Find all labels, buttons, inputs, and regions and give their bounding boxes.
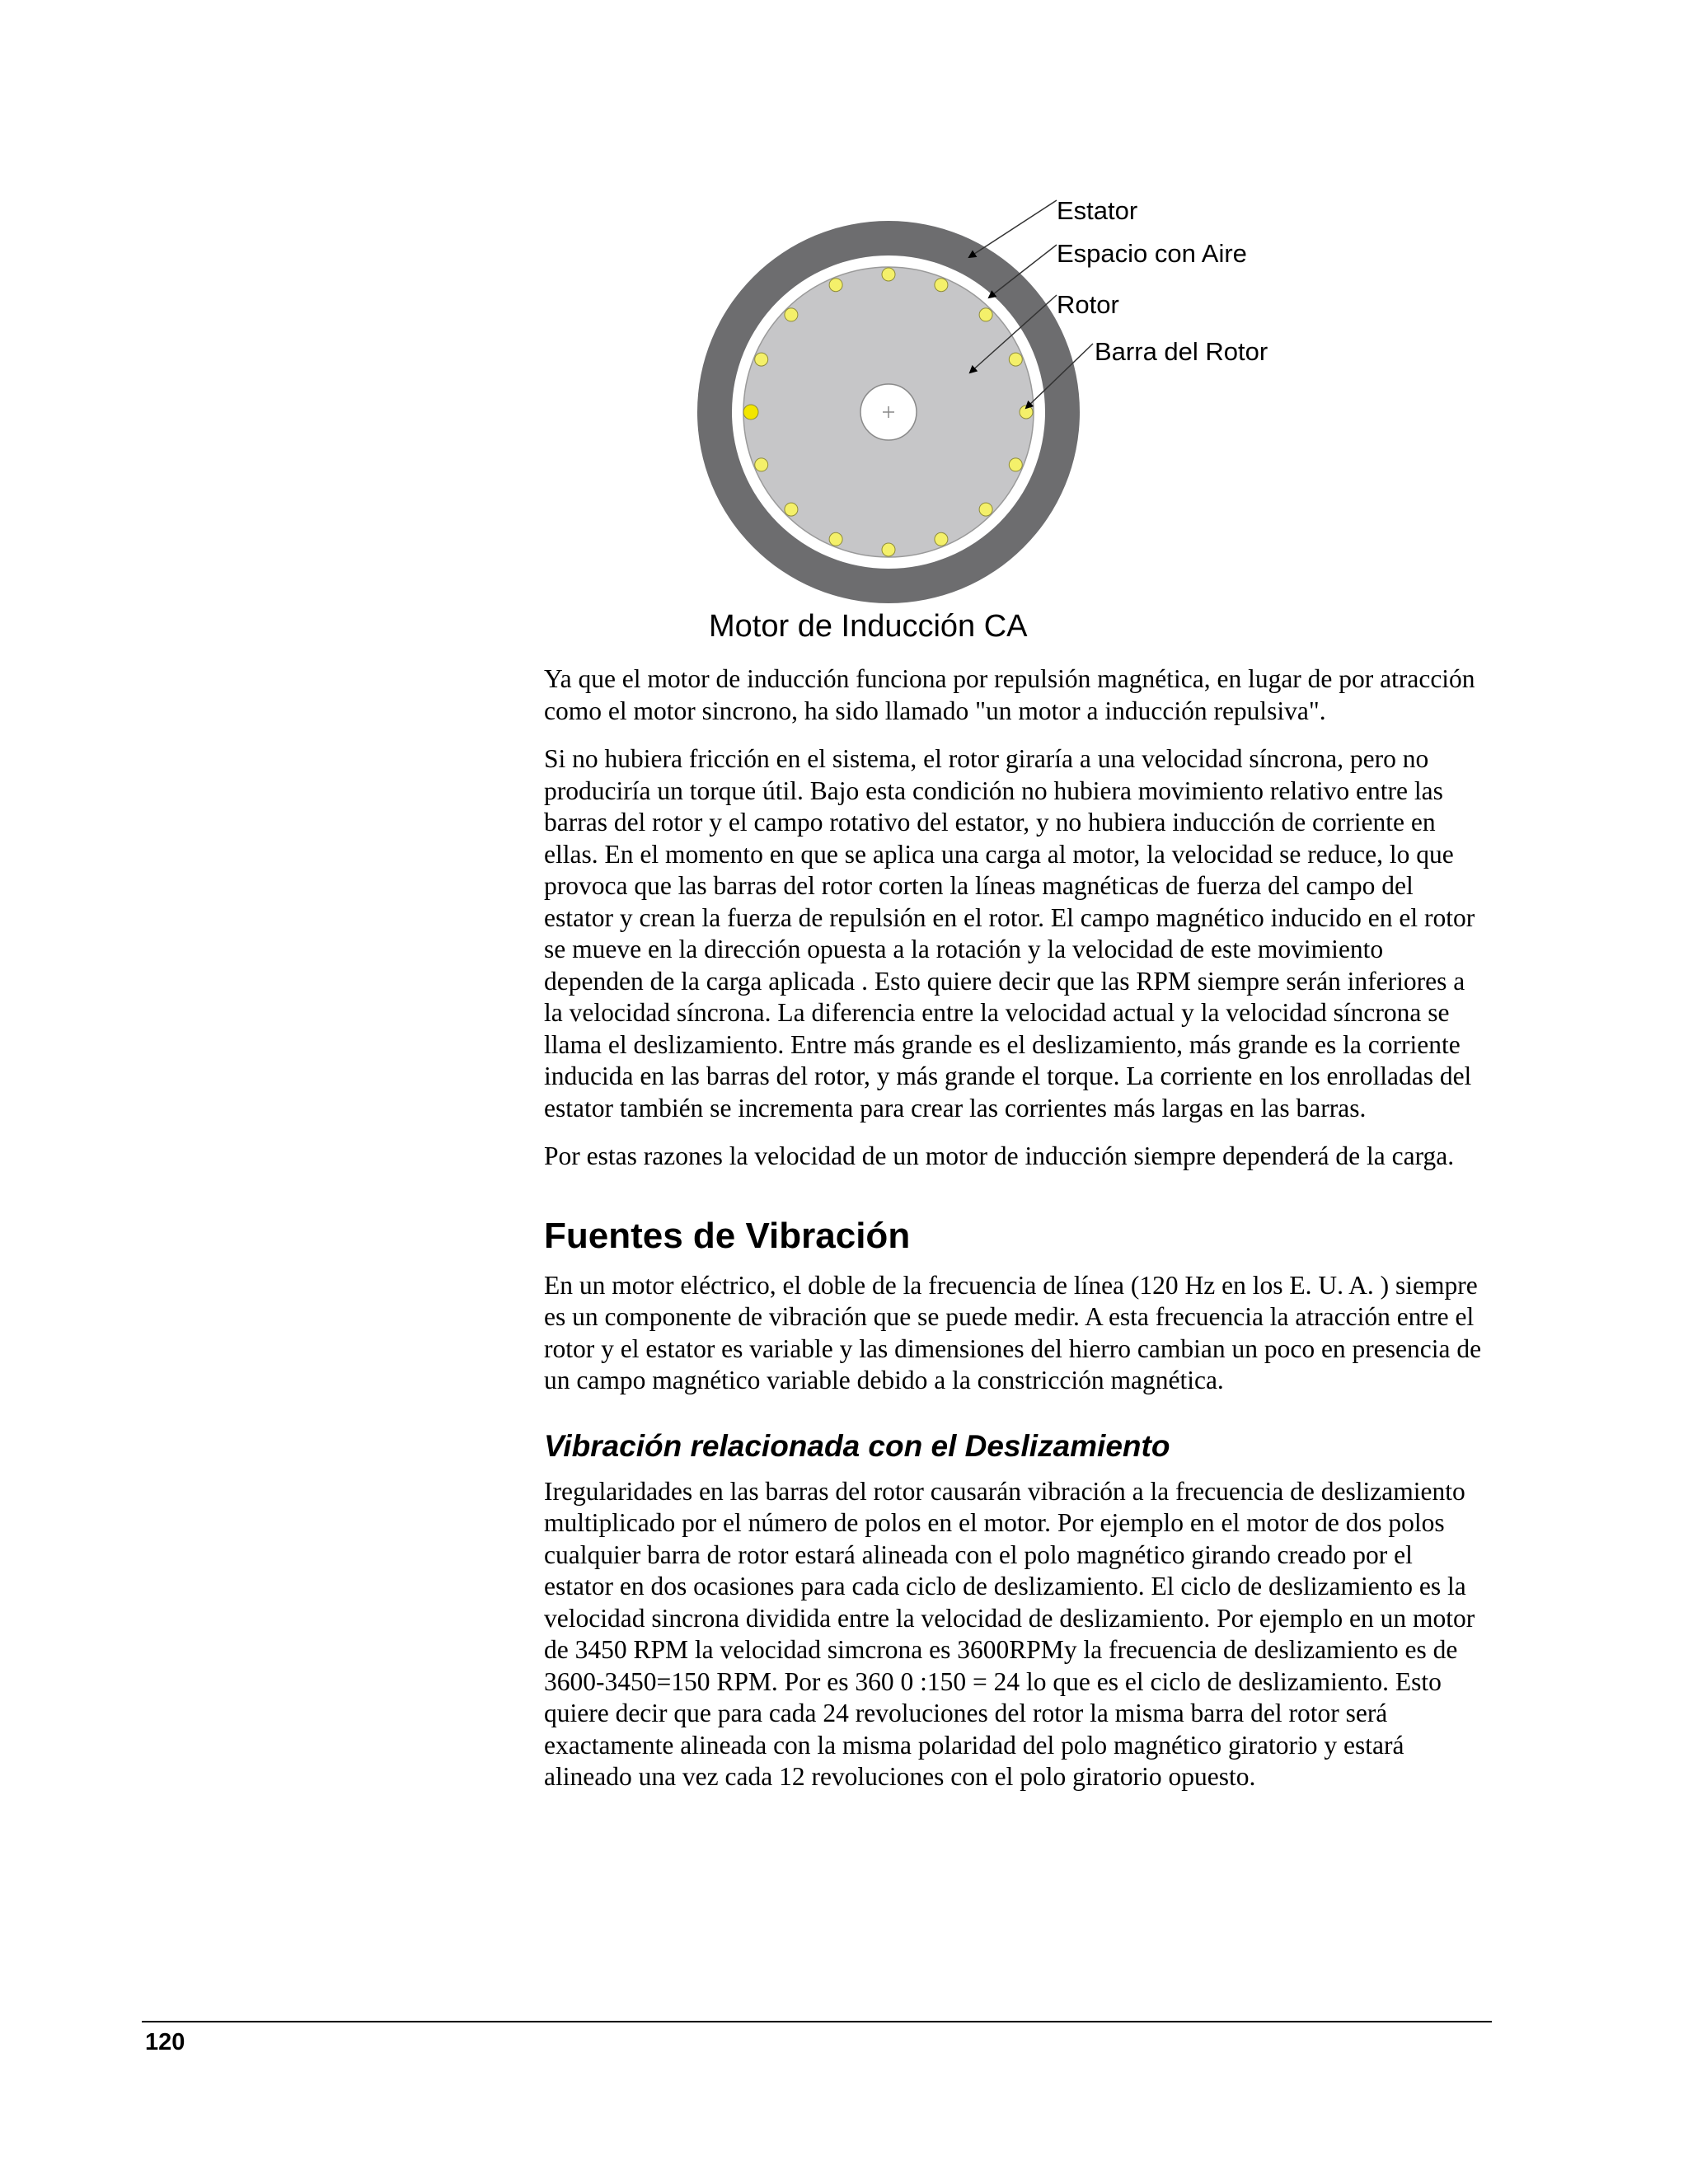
footer-rule [142,2021,1492,2022]
rotor-bar [882,268,895,281]
rotor-bar [829,532,842,546]
rotor-bar [882,543,895,556]
rotor-bar [755,458,768,471]
rotor-bar [1009,458,1022,471]
rotor-bar [979,308,992,321]
paragraph: Ya que el motor de inducción funciona por repulsión magnética, en lugar de por atracción como el motor sincrono, ha sido llamado "un motor a inducción repulsiva". [544,664,1475,725]
figure-caption: Motor de Inducción CA [709,609,1028,644]
label-rotor: Rotor [1057,290,1119,319]
subsection-heading: Vibración relacionada con el Deslizamiento [544,1428,1170,1463]
stator-leader [969,200,1057,257]
label-air-gap: Espacio con Aire [1057,239,1247,268]
rotor-bar [785,308,798,321]
rotor-bar [979,503,992,516]
rotor-bar [829,279,842,292]
rotor-bar [755,353,768,366]
label-stator: Estator [1057,196,1138,225]
paragraph: En un motor eléctrico, el doble de la frecuencia de línea (120 Hz en los E. U. A. ) siempre es un componente de vibración que se puede medir. A esta frecuencia la atracción entre el rotor y el estator es variable y las dimensiones del hierro cambian un poco en presencia de un campo magnético variable debido a la constricción magnética. [544,1270,1482,1394]
rotor-bar [935,532,948,546]
paragraph: Si no hubiera fricción en el sistema, el rotor giraría a una velocidad síncrona, pero no produciría un torque útil. Bajo esta condición no hubiera movimiento relativo entre las barras del rotor y el campo rotativo del estator, y no hubiera inducción de corriente en ellas. En el momento en que se aplica una carga al motor, la velocidad se reduce, lo que provoca que las barras del rotor corten la líneas magnéticas de fuerza del campo del estator y crean la fuerza de repulsión en el rotor. El campo magnético inducido en el rotor se mueve en la dirección opuesta a la rotación y la velocidad de este movimiento dependen de la carga aplicada . Esto quiere decir que las RPM siempre serán inferiores a la velocidad síncrona. La diferencia entre la velocidad actual y la velocidad síncrona se llama el deslizamiento. Entre más grande es el deslizamiento, más grande es la corriente inducida en las barras del rotor, y más grande el torque. La corriente en los enrolladas del estator también se incrementa para crear las corrientes más largas en las barras. [544,744,1475,1122]
section-heading: Fuentes de Vibración [544,1215,911,1256]
rotor-bar [935,279,948,292]
page-number: 120 [145,2029,185,2055]
rotor-bar [1009,353,1022,366]
main-text [544,663,1484,1810]
rotor-bar [743,405,758,419]
label-rotor-bar: Barra del Rotor [1095,337,1268,366]
rotor-bar [785,503,798,516]
paragraph: Iregularidades en las barras del rotor causarán vibración a la frecuencia de deslizamiento multiplicado por el número de polos en el motor. Por ejemplo en el motor de dos polos cualquier barra de rotor estará alineada con el polo magnético girando creado por el estator en dos ocasiones para cada ciclo de deslizamiento. El ciclo de deslizamiento es la velocidad sincrona dividida entre la velocidad de deslizamiento. Por ejemplo en un motor de 3450 RPM la velocidad simcrona es 3600RPMy la frecuencia de deslizamiento es de 3600-3450=150 RPM. Por es 360 0 :150 = 24 lo que es el ciclo de deslizamiento. Esto quiere decir que para cada 24 revoluciones del rotor la misma barra del rotor será exactamente alineada con la misma polaridad del polo magnético giratorio y estará alineado una vez cada 12 revoluciones con el polo giratorio opuesto. [544,1476,1475,1791]
induction-motor-diagram [0,0,1688,684]
paragraph: Por estas razones la velocidad de un motor de inducción siempre dependerá de la carga. [544,1141,1455,1170]
